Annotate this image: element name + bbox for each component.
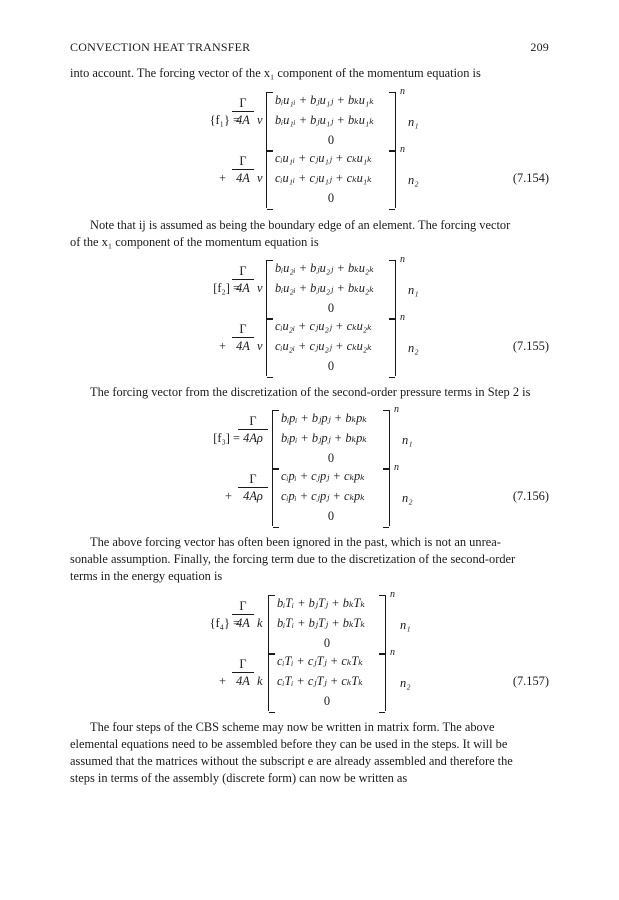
eq-gamma: Γ (249, 472, 257, 486)
matrix-row-1: cᵢTᵢ + cⱼTⱼ + cₖTₖ (277, 654, 363, 668)
eq-denominator: 4A (236, 113, 250, 127)
eq-gamma: Γ (239, 599, 247, 613)
eq-gamma: Γ (239, 264, 247, 278)
matrix-row-2: bᵢpᵢ + bⱼpⱼ + bₖpₖ (281, 431, 367, 445)
matrix-row-1: bᵢpᵢ + bⱼpⱼ + bₖpₖ (281, 411, 367, 425)
superscript-n: n (400, 144, 405, 155)
eq-gamma: Γ (239, 154, 247, 168)
eq-denominator: 4A (236, 674, 250, 688)
paragraph-pressure: The forcing vector from the discretization of the second-order pressure terms in Step 2 is (90, 385, 531, 399)
matrix-bracket (266, 92, 396, 150)
normal-component-label: n₂ (408, 341, 419, 355)
eq-denominator: 4A (236, 171, 250, 185)
fraction-bar (238, 487, 268, 488)
fraction-bar (232, 169, 254, 170)
eq-fraction (232, 154, 254, 185)
equation-7-155-part1 (0, 254, 619, 320)
paragraph-cbs-line3: assumed that the matrices without the subscript e are already assembled and therefore the (70, 754, 513, 768)
eq-fraction (238, 472, 268, 503)
eq-fraction (232, 322, 254, 353)
equation-number: (7.155) (512, 339, 549, 353)
eq-fraction (238, 414, 268, 445)
eq-denominator: 4Aρ (243, 431, 263, 445)
page-number: 209 (530, 40, 549, 54)
normal-component-label: n₂ (408, 173, 419, 187)
matrix-row-2: cᵢTᵢ + cⱼTⱼ + cₖTₖ (277, 674, 363, 688)
matrix-bracket (266, 260, 396, 318)
eq-lhs: {f₁} = (209, 113, 240, 127)
eq-denominator: 4Aρ (243, 489, 263, 503)
eq-lhs: [f₂] = (213, 281, 240, 295)
equation-7-156-part2 (0, 462, 619, 528)
matrix-row-2: bᵢu₂ᵢ + bⱼu₂ⱼ + bₖu₂ₖ (275, 281, 374, 295)
equation-7-154-part2 (0, 144, 619, 210)
paragraph-cbs-line2: elemental equations need to be assembled before they can be used in the steps. It will be (70, 737, 508, 751)
matrix-row-3: 0 (327, 191, 335, 205)
eq-lhs: [f₃] = (213, 431, 240, 445)
normal-component-label: n₂ (402, 491, 413, 505)
matrix-bracket (266, 150, 396, 208)
equation-7-155-part2 (0, 312, 619, 378)
matrix-row-3: 0 (327, 133, 335, 147)
matrix-row-2: cᵢu₂ᵢ + cⱼu₂ⱼ + cₖu₂ₖ (275, 339, 372, 353)
paragraph-ignored-line3: terms in the energy equation is (70, 569, 223, 583)
normal-component-label: n₂ (400, 676, 411, 690)
plus-sign: + (219, 171, 226, 185)
matrix-row-2: cᵢpᵢ + cⱼpⱼ + cₖpₖ (281, 489, 365, 503)
eq-coefficient: ν (257, 281, 263, 295)
matrix-row-2: cᵢu₁ᵢ + cⱼu₁ⱼ + cₖu₁ₖ (275, 171, 372, 185)
eq-gamma: Γ (239, 96, 247, 110)
paragraph-ignored-line2: sonable assumption. Finally, the forcing term due to the discretization of the second-order (70, 552, 516, 566)
matrix-row-3: 0 (323, 636, 331, 650)
eq-lhs: {f₄} = (209, 616, 240, 630)
running-header-title: CONVECTION HEAT TRANSFER (70, 40, 251, 54)
matrix-row-1: cᵢu₁ᵢ + cⱼu₁ⱼ + cₖu₁ₖ (275, 151, 372, 165)
equation-number: (7.156) (512, 489, 549, 503)
matrix-row-2: bᵢTᵢ + bⱼTⱼ + bₖTₖ (277, 616, 365, 630)
matrix-bracket (268, 595, 386, 653)
fraction-bar (232, 337, 254, 338)
matrix-row-1: bᵢu₂ᵢ + bⱼu₂ⱼ + bₖu₂ₖ (275, 261, 374, 275)
superscript-n: n (400, 254, 405, 265)
eq-coefficient: k (257, 674, 263, 688)
equation-7-154-part1 (0, 86, 619, 152)
paragraph-ignored-line1: The above forcing vector has often been ignored in the past, which is not an unrea- (90, 535, 501, 549)
plus-sign: + (219, 339, 226, 353)
superscript-n: n (394, 462, 399, 473)
equation-number: (7.157) (512, 674, 549, 688)
eq-gamma: Γ (249, 414, 257, 428)
matrix-row-3: 0 (327, 509, 335, 523)
eq-coefficient: k (257, 616, 263, 630)
fraction-bar (232, 672, 254, 673)
matrix-row-3: 0 (327, 451, 335, 465)
matrix-bracket (272, 468, 390, 526)
matrix-row-3: 0 (327, 359, 335, 373)
normal-component-label: n₁ (408, 115, 419, 129)
fraction-bar (232, 111, 254, 112)
normal-component-label: n₁ (402, 433, 413, 447)
eq-fraction (232, 657, 254, 688)
paragraph-cbs-line1: The four steps of the CBS scheme may now be written in matrix form. The above (90, 720, 495, 734)
eq-denominator: 4A (236, 281, 250, 295)
matrix-bracket (266, 318, 396, 376)
matrix-bracket (272, 410, 390, 468)
eq-coefficient: ν (257, 171, 263, 185)
eq-coefficient: ν (257, 113, 263, 127)
eq-gamma: Γ (239, 322, 247, 336)
eq-denominator: 4A (236, 339, 250, 353)
matrix-row-2: bᵢu₁ᵢ + bⱼu₁ⱼ + bₖu₁ₖ (275, 113, 374, 127)
plus-sign: + (225, 489, 232, 503)
plus-sign: + (219, 674, 226, 688)
equation-7-157-part1 (0, 589, 619, 655)
eq-fraction (232, 264, 254, 295)
paragraph-note-line2: of the x₁ component of the momentum equation is (70, 235, 319, 249)
paragraph-cbs-line4: steps in terms of the assembly (discrete form) can now be written as (70, 771, 408, 785)
eq-gamma: Γ (239, 657, 247, 671)
eq-fraction (232, 599, 254, 630)
matrix-bracket (268, 653, 386, 711)
eq-coefficient: ν (257, 339, 263, 353)
superscript-n: n (400, 312, 405, 323)
fraction-bar (232, 279, 254, 280)
paragraph-note-line1: Note that ij is assumed as being the boundary edge of an element. The forcing vector (90, 218, 511, 232)
normal-component-label: n₁ (400, 618, 411, 632)
matrix-row-3: 0 (327, 301, 335, 315)
fraction-bar (232, 614, 254, 615)
equation-7-157-part2 (0, 647, 619, 713)
equation-7-156-part1 (0, 404, 619, 470)
eq-fraction (232, 96, 254, 127)
superscript-n: n (390, 647, 395, 658)
equation-number: (7.154) (512, 171, 549, 185)
superscript-n: n (390, 589, 395, 600)
superscript-n: n (394, 404, 399, 415)
matrix-row-1: bᵢu₁ᵢ + bⱼu₁ⱼ + bₖu₁ₖ (275, 93, 374, 107)
matrix-row-3: 0 (323, 694, 331, 708)
matrix-row-1: cᵢpᵢ + cⱼpⱼ + cₖpₖ (281, 469, 365, 483)
matrix-row-1: cᵢu₂ᵢ + cⱼu₂ⱼ + cₖu₂ₖ (275, 319, 372, 333)
eq-denominator: 4A (236, 616, 250, 630)
superscript-n: n (400, 86, 405, 97)
normal-component-label: n₁ (408, 283, 419, 297)
matrix-row-1: bᵢTᵢ + bⱼTⱼ + bₖTₖ (277, 596, 365, 610)
paragraph-intro: into account. The forcing vector of the x₁ component of the momentum equation is (70, 66, 481, 80)
fraction-bar (238, 429, 268, 430)
